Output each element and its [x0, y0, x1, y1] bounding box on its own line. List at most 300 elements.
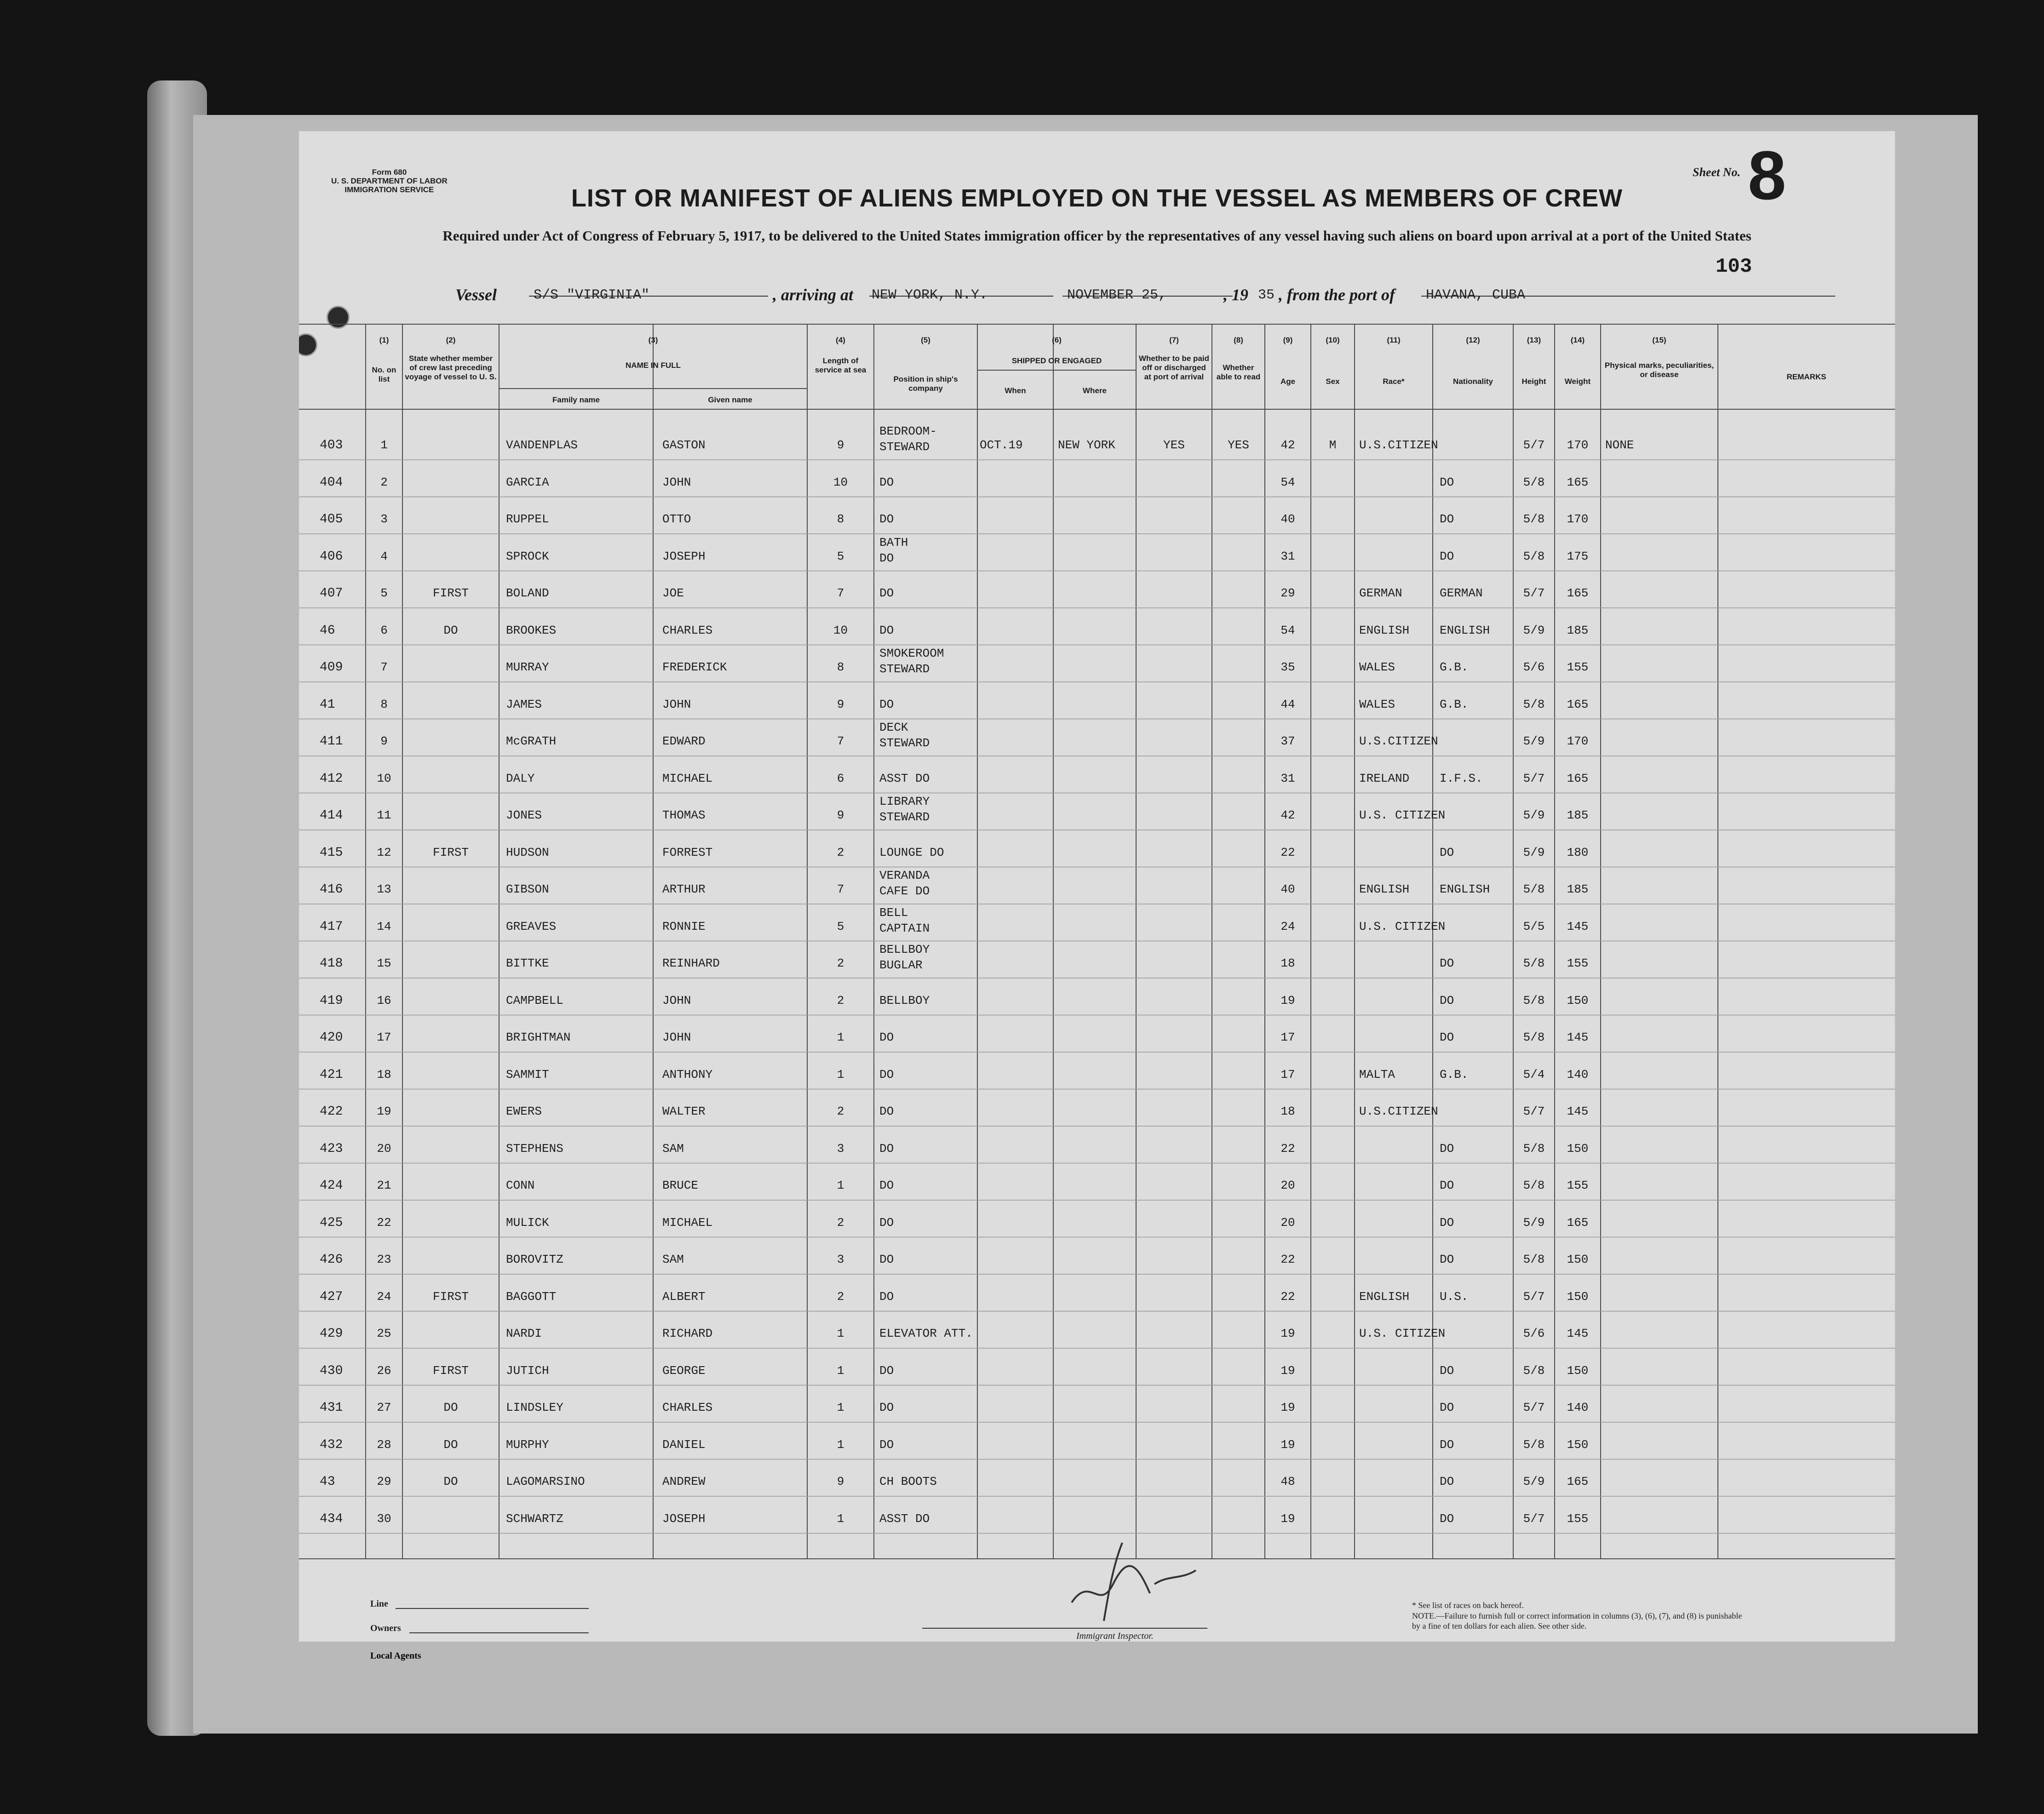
cell-race: ENGLISH [1359, 882, 1410, 896]
cell-age: 17 [1280, 1030, 1295, 1044]
margin-number: 418 [320, 956, 343, 971]
cell-family-name: MURPHY [506, 1437, 549, 1452]
cell-given-name: EDWARD [662, 734, 706, 748]
cell-position: DO [879, 1253, 894, 1266]
cell-age: 35 [1280, 660, 1295, 674]
cell-weight: 185 [1567, 808, 1589, 822]
col-num-1: (1) [379, 336, 389, 344]
cell-position: DO [879, 623, 894, 637]
cell-given-name: REINHARD [662, 956, 720, 970]
cell-position: SMOKEROOM [879, 647, 944, 660]
cell-weight: 150 [1567, 1363, 1589, 1378]
margin-number: 434 [320, 1511, 343, 1526]
cell-no: 1 [380, 438, 388, 452]
cell-no: 6 [380, 623, 388, 637]
races-note: * See list of races on back hereof. [1412, 1601, 1524, 1610]
department-name: U. S. DEPARTMENT OF LABOR [331, 177, 448, 185]
cell-nationality: DO [1440, 1030, 1454, 1044]
cell-sex: M [1329, 438, 1337, 452]
cell-family-name: BITTKE [506, 956, 549, 970]
col-num-13: (13) [1527, 336, 1541, 344]
cell-age: 17 [1280, 1067, 1295, 1082]
cell-age: 19 [1280, 1401, 1295, 1414]
col-head-read: Whether able to read [1216, 363, 1261, 381]
cell-service: 2 [837, 1215, 844, 1230]
cell-race: U.S. CITIZEN [1359, 919, 1446, 933]
cell-no: 17 [377, 1030, 391, 1044]
cell-family-name: BOROVITZ [506, 1253, 563, 1266]
col-head-shipped: SHIPPED OR ENGAGED [1011, 356, 1102, 365]
cell-age: 37 [1280, 734, 1295, 748]
margin-number: 407 [320, 586, 343, 601]
cell-given-name: ANDREW [662, 1475, 706, 1488]
margin-number: 420 [320, 1030, 343, 1045]
cell-given-name: RONNIE [662, 919, 706, 933]
col-head-paid-off: Whether to be paid off or discharged at port of arrival [1139, 354, 1209, 381]
cell-no: 19 [377, 1104, 391, 1118]
cell-family-name: SCHWARTZ [506, 1511, 563, 1526]
cell-height: 5/9 [1523, 1215, 1545, 1230]
cell-family-name: BROOKES [506, 623, 557, 637]
cell-age: 42 [1280, 438, 1295, 452]
cell-given-name: JOHN [662, 475, 691, 489]
cell-position: DO [879, 697, 894, 711]
cell-race: U.S.CITIZEN [1359, 734, 1438, 748]
cell-no: 24 [377, 1289, 391, 1304]
cell-age: 44 [1280, 697, 1295, 711]
cell-given-name: RICHARD [662, 1327, 713, 1340]
cell-service: 10 [833, 475, 848, 489]
inspector-label: Immigrant Inspector. [1076, 1631, 1154, 1641]
cell-age: 24 [1280, 919, 1295, 933]
col-num-12: (12) [1466, 336, 1480, 344]
cell-no: 16 [377, 993, 391, 1007]
cell-service: 10 [833, 623, 848, 637]
line-label: Line [370, 1599, 388, 1609]
cell-weight: 165 [1567, 697, 1589, 711]
cell-nationality: ENGLISH [1440, 882, 1490, 896]
cell-position-line2: DO [879, 551, 894, 565]
col-num-15: (15) [1652, 336, 1666, 344]
owners-label: Owners [370, 1623, 401, 1633]
cell-height: 5/7 [1523, 586, 1545, 600]
cell-height: 5/8 [1523, 697, 1545, 711]
cell-family-name: NARDI [506, 1327, 542, 1340]
col-num-2: (2) [446, 336, 456, 344]
cell-height: 5/7 [1523, 771, 1545, 785]
cell-given-name: CHARLES [662, 1401, 713, 1414]
cell-service: 5 [837, 549, 844, 563]
cell-position: BELL [879, 905, 908, 920]
cell-service: 9 [837, 808, 844, 822]
cell-family-name: SAMMIT [506, 1067, 549, 1082]
cell-race: U.S. CITIZEN [1359, 1327, 1446, 1340]
cell-position: DO [879, 1179, 894, 1192]
cell-given-name: FREDERICK [662, 660, 727, 674]
cell-weight: 155 [1567, 1179, 1589, 1192]
cell-position: DO [879, 512, 894, 526]
cell-read: YES [1228, 438, 1249, 452]
cell-position: BATH [879, 535, 908, 549]
margin-number: 43 [320, 1475, 335, 1489]
cell-nationality: DO [1440, 993, 1454, 1007]
cell-service: 7 [837, 586, 844, 600]
col-num-4: (4) [836, 336, 845, 344]
cell-no: 20 [377, 1141, 391, 1156]
cell-position: VERANDA [879, 869, 930, 882]
cell-given-name: JOHN [662, 697, 691, 711]
cell-position: DO [879, 1215, 894, 1230]
cell-family-name: RUPPEL [506, 512, 549, 526]
col-num-8: (8) [1234, 336, 1243, 344]
cell-given-name: GASTON [662, 438, 706, 452]
cell-family-name: GARCIA [506, 475, 549, 489]
cell-age: 31 [1280, 771, 1295, 785]
cell-position: DO [879, 1141, 894, 1156]
margin-number: 41 [320, 697, 335, 712]
cell-weight: 165 [1567, 771, 1589, 785]
cell-family-name: LAGOMARSINO [506, 1475, 585, 1488]
cell-service: 9 [837, 1475, 844, 1488]
cell-age: 22 [1280, 845, 1295, 859]
cell-service: 2 [837, 1104, 844, 1118]
margin-number: 405 [320, 512, 343, 526]
cell-height: 5/9 [1523, 1475, 1545, 1488]
cell-no: 30 [377, 1511, 391, 1526]
cell-weight: 185 [1567, 882, 1589, 896]
cell-prev-voyage: FIRST [432, 1289, 469, 1304]
cell-weight: 150 [1567, 1289, 1589, 1304]
cell-nationality: DO [1440, 1179, 1454, 1192]
vessel-label: Vessel [455, 286, 497, 304]
cell-service: 8 [837, 512, 844, 526]
cell-given-name: WALTER [662, 1104, 706, 1118]
cell-position-line2: BUGLAR [879, 958, 923, 972]
cell-height: 5/8 [1523, 1253, 1545, 1266]
cell-weight: 155 [1567, 660, 1589, 674]
cell-age: 29 [1280, 586, 1295, 600]
cell-family-name: JAMES [506, 697, 542, 711]
cell-age: 20 [1280, 1179, 1295, 1192]
cell-nationality: G.B. [1440, 660, 1469, 674]
margin-number: 432 [320, 1437, 343, 1452]
col-head-race: Race* [1383, 377, 1405, 386]
cell-no: 14 [377, 919, 391, 933]
margin-number: 404 [320, 475, 343, 490]
cell-prev-voyage: FIRST [432, 845, 469, 859]
cell-family-name: BAGGOTT [506, 1289, 557, 1304]
cell-paid-off: YES [1163, 438, 1185, 452]
cell-family-name: JUTICH [506, 1363, 549, 1378]
col-num-14: (14) [1570, 336, 1585, 344]
cell-nationality: DO [1440, 956, 1454, 970]
margin-number: 421 [320, 1067, 343, 1082]
col-head-service: Length of service at sea [815, 356, 867, 374]
cell-age: 42 [1280, 808, 1295, 822]
cell-family-name: STEPHENS [506, 1141, 563, 1156]
cell-position: DO [879, 475, 894, 489]
cell-given-name: DANIEL [662, 1437, 706, 1452]
cell-no: 23 [377, 1253, 391, 1266]
cell-service: 7 [837, 882, 844, 896]
cell-service: 1 [837, 1030, 844, 1044]
cell-position: DO [879, 1289, 894, 1304]
col-head-where: Where [1083, 386, 1107, 395]
cell-given-name: GEORGE [662, 1363, 706, 1378]
cell-height: 5/7 [1523, 438, 1545, 452]
cell-given-name: JOSEPH [662, 549, 706, 563]
cell-weight: 150 [1567, 1437, 1589, 1452]
cell-age: 54 [1280, 475, 1295, 489]
cell-service: 2 [837, 845, 844, 859]
cell-position-line2: STEWARD [879, 736, 930, 750]
cell-given-name: ANTHONY [662, 1067, 713, 1082]
arrival-year: 35 [1258, 287, 1275, 303]
cell-weight: 165 [1567, 1215, 1589, 1230]
cell-age: 19 [1280, 1437, 1295, 1452]
cell-given-name: MICHAEL [662, 1215, 713, 1230]
cell-family-name: SPROCK [506, 549, 549, 563]
cell-position: DECK [879, 721, 908, 734]
cell-weight: 165 [1567, 586, 1589, 600]
col-head-no: No. on list [372, 366, 396, 383]
cell-age: 22 [1280, 1253, 1295, 1266]
cell-race: WALES [1359, 660, 1395, 674]
cell-no: 7 [380, 660, 388, 674]
cell-nationality: DO [1440, 475, 1454, 489]
cell-position: LOUNGE DO [879, 845, 944, 859]
col-num-5: (5) [921, 336, 930, 344]
cell-service: 8 [837, 660, 844, 674]
cell-position: BELLBOY [879, 943, 930, 956]
cell-weight: 185 [1567, 623, 1589, 637]
cell-height: 5/7 [1523, 1289, 1545, 1304]
cell-position-line2: CAFE DO [879, 884, 930, 898]
margin-number: 419 [320, 993, 343, 1008]
cell-service: 9 [837, 697, 844, 711]
cell-weight: 140 [1567, 1067, 1589, 1082]
cell-no: 21 [377, 1179, 391, 1192]
cell-service: 2 [837, 956, 844, 970]
cell-age: 40 [1280, 882, 1295, 896]
cell-height: 5/9 [1523, 623, 1545, 637]
cell-age: 19 [1280, 993, 1295, 1007]
cell-prev-voyage: DO [443, 623, 458, 637]
cell-position: ASST DO [879, 771, 930, 785]
cell-position: ELEVATOR ATT. [879, 1327, 973, 1340]
cell-age: 19 [1280, 1327, 1295, 1340]
cell-service: 2 [837, 993, 844, 1007]
margin-number: 416 [320, 882, 343, 897]
cell-family-name: DALY [506, 771, 535, 785]
cell-given-name: FORREST [662, 845, 713, 859]
cell-age: 19 [1280, 1511, 1295, 1526]
cell-nationality: GERMAN [1440, 586, 1483, 600]
margin-number: 425 [320, 1215, 343, 1230]
document-subtitle: Required under Act of Congress of February 5, 1917, to be delivered to the United States immigration officer by the representatives of any vessel having such aliens on board upon arrival at a port of the United States [442, 228, 1751, 244]
col-num-3: (3) [648, 336, 658, 344]
arrival-port: NEW YORK, N.Y. [872, 287, 988, 303]
inspector-blank [922, 1628, 1207, 1629]
cell-height: 5/8 [1523, 882, 1545, 896]
cell-service: 1 [837, 1401, 844, 1414]
col-head-prev-voyage: State whether member of crew last preceding voyage of vessel to U. S. [405, 354, 497, 381]
owners-blank [409, 1632, 589, 1633]
margin-number: 430 [320, 1363, 343, 1378]
margin-number: 406 [320, 549, 343, 564]
sheet-number-label: Sheet No. [1693, 166, 1740, 179]
margin-number: 415 [320, 845, 343, 860]
cell-weight: 140 [1567, 1401, 1589, 1414]
col-num-10: (10) [1326, 336, 1340, 344]
cell-nationality: DO [1440, 1437, 1454, 1452]
arrival-date: NOVEMBER 25, [1067, 287, 1167, 303]
cell-service: 3 [837, 1141, 844, 1156]
cell-age: 18 [1280, 956, 1295, 970]
cell-race: U.S.CITIZEN [1359, 438, 1438, 452]
cell-height: 5/8 [1523, 1179, 1545, 1192]
cell-service: 1 [837, 1327, 844, 1340]
margin-number: 403 [320, 438, 343, 452]
sheet-number: 8 [1748, 137, 1786, 214]
form-number: Form 680 [372, 168, 407, 177]
margin-number: 417 [320, 919, 343, 934]
cell-race: ENGLISH [1359, 1289, 1410, 1304]
cell-position-line2: STEWARD [879, 662, 930, 676]
cell-height: 5/9 [1523, 734, 1545, 748]
cell-height: 5/8 [1523, 956, 1545, 970]
cell-service: 5 [837, 919, 844, 933]
cell-given-name: ARTHUR [662, 882, 706, 896]
arriving-label: , arriving at [773, 286, 854, 304]
manifest-sheet [299, 131, 1895, 1642]
cell-where: NEW YORK [1058, 438, 1115, 452]
cell-weight: 155 [1567, 956, 1589, 970]
margin-number: 409 [320, 660, 343, 675]
cell-given-name: ALBERT [662, 1289, 706, 1304]
cell-height: 5/5 [1523, 919, 1545, 933]
col-head-name: NAME IN FULL [626, 361, 681, 370]
col-head-sex: Sex [1326, 377, 1340, 386]
cell-age: 31 [1280, 549, 1295, 563]
cell-position: DO [879, 1067, 894, 1082]
col-head-when: When [1005, 386, 1026, 395]
cell-height: 5/7 [1523, 1511, 1545, 1526]
penalty-note: NOTE.—Failure to furnish full or correct information in columns (3), (6), (7), and (8) is punishable by a fine of ten dollars for each alien. See other side. [1412, 1611, 1742, 1631]
cell-no: 3 [380, 512, 388, 526]
col-num-11: (11) [1387, 336, 1401, 344]
cell-given-name: MICHAEL [662, 771, 713, 785]
cell-height: 5/8 [1523, 1363, 1545, 1378]
margin-number: 426 [320, 1253, 343, 1267]
cell-family-name: LINDSLEY [506, 1401, 563, 1414]
agents-label: Local Agents [370, 1651, 421, 1661]
cell-nationality: DO [1440, 512, 1454, 526]
cell-position: DO [879, 1104, 894, 1118]
margin-number: 414 [320, 808, 343, 823]
cell-given-name: JOSEPH [662, 1511, 706, 1526]
cell-no: 8 [380, 697, 388, 711]
cell-given-name: SAM [662, 1253, 684, 1266]
cell-service: 1 [837, 1363, 844, 1378]
margin-number: 46 [320, 623, 335, 638]
margin-number: 411 [320, 734, 343, 749]
cell-age: 20 [1280, 1215, 1295, 1230]
cell-service: 1 [837, 1511, 844, 1526]
cell-race: GERMAN [1359, 586, 1402, 600]
cell-age: 54 [1280, 623, 1295, 637]
cell-nationality: DO [1440, 1401, 1454, 1414]
col-head-marks: Physical marks, peculiarities, or disease [1604, 361, 1714, 379]
cell-weight: 145 [1567, 919, 1589, 933]
cell-no: 26 [377, 1363, 391, 1378]
inspector-signature [1058, 1534, 1205, 1625]
cell-age: 19 [1280, 1363, 1295, 1378]
cell-nationality: G.B. [1440, 1067, 1469, 1082]
margin-number: 429 [320, 1327, 343, 1341]
col-num-7: (7) [1169, 336, 1179, 344]
document-title: LIST OR MANIFEST OF ALIENS EMPLOYED ON THE VESSEL AS MEMBERS OF CREW [571, 184, 1623, 212]
col-head-age: Age [1280, 377, 1296, 386]
cell-nationality: DO [1440, 549, 1454, 563]
cell-race: MALTA [1359, 1067, 1395, 1082]
cell-weight: 170 [1567, 438, 1589, 452]
cell-position: DO [879, 1363, 894, 1378]
cell-height: 5/8 [1523, 1141, 1545, 1156]
cell-race: IRELAND [1359, 771, 1410, 785]
cell-position-line2: STEWARD [879, 810, 930, 824]
cell-no: 2 [380, 475, 388, 489]
cell-height: 5/8 [1523, 1030, 1545, 1044]
cell-nationality: DO [1440, 1511, 1454, 1526]
col-head-remarks: REMARKS [1786, 372, 1826, 381]
cell-weight: 145 [1567, 1030, 1589, 1044]
cell-weight: 165 [1567, 475, 1589, 489]
cell-age: 40 [1280, 512, 1295, 526]
cell-family-name: HUDSON [506, 845, 549, 859]
cell-no: 11 [377, 808, 391, 822]
col-num-6: (6) [1052, 336, 1062, 344]
cell-given-name: JOHN [662, 993, 691, 1007]
cell-no: 27 [377, 1401, 391, 1414]
cell-position: DO [879, 1401, 894, 1414]
margin-number: 423 [320, 1141, 343, 1156]
year-label: , 19 [1223, 286, 1248, 304]
cell-no: 29 [377, 1475, 391, 1488]
cell-nationality: DO [1440, 1363, 1454, 1378]
cell-age: 22 [1280, 1289, 1295, 1304]
cell-height: 5/8 [1523, 993, 1545, 1007]
cell-weight: 150 [1567, 993, 1589, 1007]
cell-given-name: SAM [662, 1141, 684, 1156]
cell-weight: 170 [1567, 734, 1589, 748]
cell-no: 9 [380, 734, 388, 748]
cell-prev-voyage: FIRST [432, 586, 469, 600]
cell-weight: 145 [1567, 1104, 1589, 1118]
cell-prev-voyage: DO [443, 1475, 458, 1488]
cell-height: 5/7 [1523, 1104, 1545, 1118]
cell-service: 9 [837, 438, 844, 452]
cell-weight: 150 [1567, 1141, 1589, 1156]
cell-nationality: DO [1440, 1253, 1454, 1266]
cell-given-name: JOE [662, 586, 684, 600]
cell-no: 25 [377, 1327, 391, 1340]
cell-position-line2: CAPTAIN [879, 921, 930, 935]
cell-position: DO [879, 1437, 894, 1452]
departure-port: HAVANA, CUBA [1426, 287, 1526, 303]
cell-nationality: DO [1440, 1475, 1454, 1488]
col-head-weight: Weight [1564, 377, 1591, 386]
